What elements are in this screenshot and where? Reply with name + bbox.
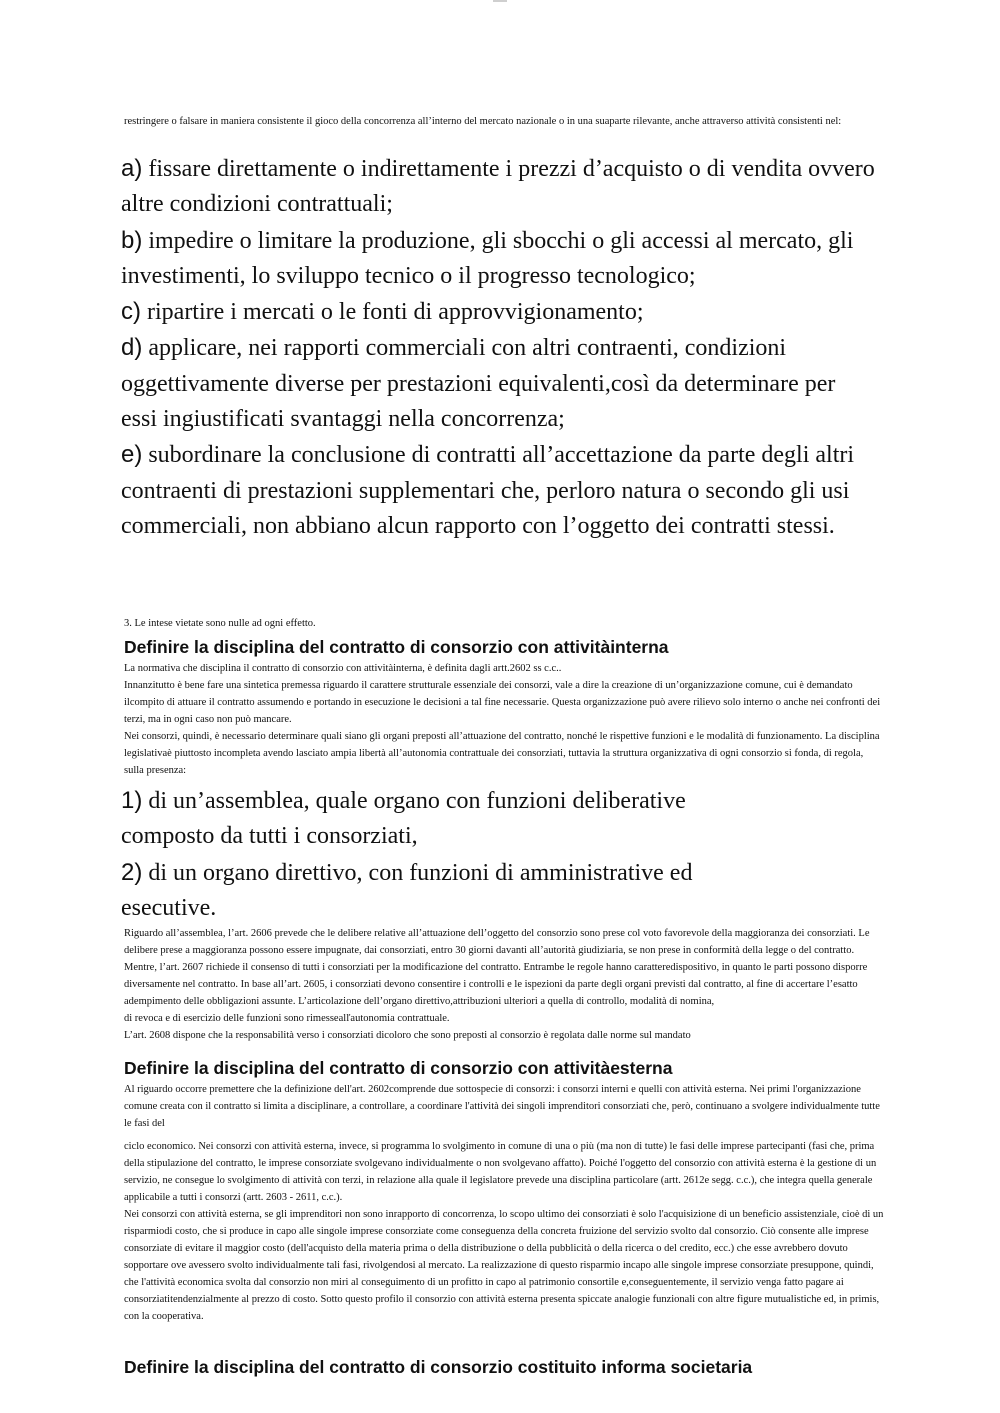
section-heading-internal: Definire la disciplina del contratto di consorzio con attivitàinterna [124,637,669,657]
list-marker: d) [121,334,143,362]
list-item-c [121,294,901,330]
note-3-text: 3. Le intese vietate sono nulle ad ogni effetto. [124,618,316,629]
list-item-d [121,330,851,437]
paragraph: Innanzitutto è bene fare una sintetica premessa riguardo il carattere strutturale essenziale dei consorzi, vale a dire la creazione di un’organizzazione comune, cui è demandato ilcompito di attuare il contratto assumendo e portando in esecuzione le decisioni a tal fine necessarie. Questa organizzazione può avere rilievo solo interno o anche nei confronti dei terzi, ma in ogni caso non può mancare. [124,680,881,725]
list-item-text: di un’assemblea, quale organo con funzioni deliberative composto da tutti i consorziati, [121,788,686,850]
section1-body [124,660,884,779]
paragraph: La normativa che disciplina il contratto di consorzio con attivitàinterna, è definita dagli artt.2602 ss c.c.. [124,663,562,674]
practices-list [121,151,901,544]
paragraph: Nei consorzi, quindi, è necessario determinare quali siano gli organi preposti all’attuazione del contratto, nonché le rispettive funzioni e le modalità di funzionamento. La disciplina legislativaè piuttosto incompleta avendo lasciato ampia libertà all’autonomia contrattuale dei consorziati, tuttavia la struttura organizzativa di ogni consorzio si fonda, di regola, sulla presenza: [124,731,880,776]
section2-para-a [124,1081,884,1132]
paragraph: Al riguardo occorre premettere che la definizione dell'art. 2602comprende due sottospecie di consorzi: i consorzi interni e quelli con attività esterna. Nei primi l'organizzazione comune creata con il contratto si limita a disciplinare, a controllare, a coordinare l'attività dei singoli imprenditori consorziati che, però, continuano a svolgere individualmente tutte le fasi del [124,1084,880,1129]
list-marker: e) [121,441,143,469]
organs-list [121,783,781,926]
list-item-b [121,223,901,295]
intro-text: restringere o falsare in maniera consistente il gioco della concorrenza all’interno del mercato nazionale o in una suaparte rilevante, anche attraverso attività consistenti nel: [124,116,842,127]
section-heading-external: Definire la disciplina del contratto di consorzio con attivitàesterna [124,1058,673,1078]
paragraph: ciclo economico. Nei consorzi con attività esterna, invece, si programma lo svolgimento in comune di una o più (ma non di tutte) le fasi delle imprese partecipanti (fasi che, prima della stipulazione del contratto, le imprese consorziate svolgevano individualmente o non svolgevano affatto). Poiché l'oggetto del consorzio con attività esterna è la gestione di un servizio, ne consegue lo svolgimento di attività con terzi, in relazione alla quale il legislatore prevede una disciplina particolare (artt. 2612e segg. c.c.), che integra quella generale applicabile a tutti i consorzi (artt. 2603 - 2611, c.c.). [124,1141,877,1203]
list-item-a [121,151,901,223]
paragraph: L’art. 2608 dispone che la responsabilità verso i consorziati dicoloro che sono preposti al consorzio è regolata dalle norme sul mandato [124,1030,691,1041]
list-marker: b) [121,226,143,254]
list-item-e [121,437,866,544]
list-marker: c) [121,298,141,326]
organ-item-2 [121,855,781,927]
organ-item-1 [121,783,781,855]
list-item-text: ripartire i mercati o le fonti di approvvigionamento; [141,299,644,326]
list-item-text: di un organo direttivo, con funzioni di amministrative ed esecutive. [121,859,693,921]
paragraph: Riguardo all’assemblea, l’art. 2606 prevede che le delibere relative all’attuazione dell’oggetto del consorzio sono prese col voto favorevole della maggioranza dei consorziati. Le delibere prese a maggioranza possono essere impugnate, dai consorziati, entro 30 giorni davanti all’autorità giudiziaria, se non prese in conformità della legge o del contratto. Mentre, l’art. 2607 richiede il consenso di tutti i consorziati per la modificazione del contratto. Entrambe le regole hanno caratteredispositivo, in quanto le parti possono disporre diversamente nel contratto. In base all’art. 2605, i consorziati devono consentire i controlli e le ispezioni da parte degli organi previsti dal contratto, al fine di accertare l’esatto adempimento delle obbligazioni assunte. L’articolazione dell’organo direttivo,attribuzioni ulteriori a quella di controllo, modalità di nomina, [124,928,870,1007]
list-item-text: fissare direttamente o indirettamente i prezzi d’acquisto o di vendita ovvero altre condizioni contrattuali; [121,156,875,218]
section1-after [124,925,884,1044]
section2-body [124,1138,884,1325]
page-top-mark [493,0,507,2]
section-heading-societaria: Definire la disciplina del contratto di consorzio costituito informa societaria [124,1357,753,1377]
list-item-text: applicare, nei rapporti commerciali con altri contraenti, condizioni oggettivamente diverse per prestazioni equivalenti,così da determinare per essi ingiustificati svantaggi nella concorrenza; [121,335,836,433]
intro-paragraph [124,113,884,130]
list-item-text: subordinare la conclusione di contratti all’accettazione da parte degli altri contraenti di prestazioni supplementari che, perloro natura o secondo gli usi commerciali, non abbiano alcun rapporto con l’oggetto dei contratti stessi. [121,442,855,539]
list-marker: a) [121,155,143,182]
list-marker: 2) [121,858,143,886]
list-marker: 1) [121,787,143,814]
paragraph: di revoca e di esercizio delle funzioni sono rimessealľautonomia contrattuale. [124,1013,450,1024]
note-3 [124,615,884,632]
list-item-text: impedire o limitare la produzione, gli sbocchi o gli accessi al mercato, gli investimenti, lo sviluppo tecnico o il progresso tecnologico; [121,227,854,289]
paragraph: Nei consorzi con attività esterna, se gli imprenditori non sono inrapporto di concorrenza, lo scopo ultimo dei consorziati è solo l'acquisizione di un beneficio assistenziale, cioè di un risparmiodi costo, che si produce in capo alle singole imprese consorziate come conseguenza della concreta fruizione del servizio svolto dal consorzio. Ciò consente alle imprese consorziate di evitare il maggior costo (dell'acquisto della materia prima o della distribuzione o della pubblicità o della ricerca o del credito, ecc.) che esse avrebbero dovuto sopportare ove avessero svolto individualmente tali fasi, rivolgendosi al mercato. La realizzazione di questo risparmio incapo alle singole imprese consorziate presuppone, quindi, che l'attività economica svolta dal consorzio non miri al conseguimento di un profitto in capo al patrimonio consortile e,conseguentemente, il servizio venga fatto pagare ai consorziatitendenzialmente al prezzo di costo. Sotto questo profilo il consorzio con attività esterna presenta spiccate analogie funzionali con altre figure mutualistiche ed, in primis, con la cooperativa. [124,1209,884,1322]
